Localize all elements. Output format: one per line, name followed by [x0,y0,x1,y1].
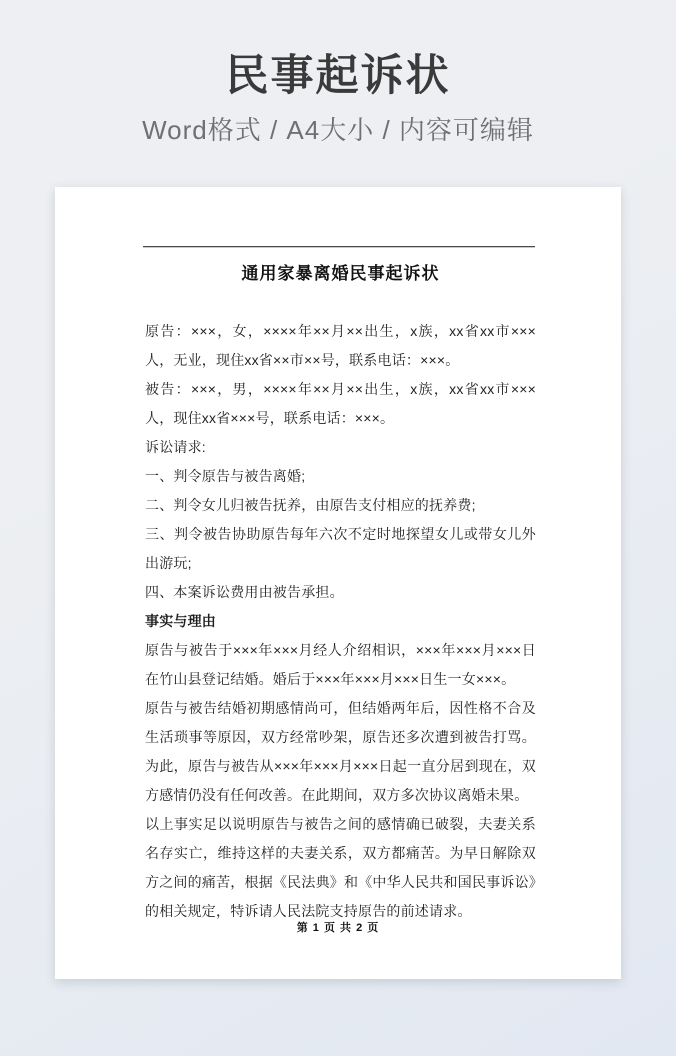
paragraph-defendant: 被告：×××，男，××××年××月××出生，x族，xx省xx市×××人，现住xx省×××号，联系电话：×××。 [145,381,536,426]
paragraph-facts-3: 以上事实足以说明原告与被告之间的感情确已破裂，夫妻关系名存实亡，维持这样的夫妻关系，双方都痛苦。为早日解除双方之间的痛苦，根据《民法典》和《中华人民共和国民事诉讼》的相关规定，特诉请人民法院支持原告的前述请求。 [145,816,536,919]
hero-subtitle: Word格式 / A4大小 / 内容可编辑 [142,115,534,146]
paragraph-facts-heading: 事实与理由 [145,613,216,629]
paragraph-claim-4: 四、本案诉讼费用由被告承担。 [145,584,344,600]
paragraph-facts-2: 原告与被告结婚初期感情尚可，但结婚两年后，因性格不合及生活琐事等原因，双方经常吵架，原告还多次遭到被告打骂。为此，原告与被告从×××年×××月×××日起一直分居到现在，双方感情仍没有任何改善。在此期间，双方多次协议离婚未果。 [145,700,536,803]
page-number: 第 1 页 共 2 页 [296,922,380,934]
paragraph-plaintiff: 原告：×××，女，××××年××月××出生，x族，xx省xx市×××人，无业，现住xx省××市××号，联系电话：×××。 [145,323,536,368]
document-divider [143,246,535,248]
document-body [145,317,536,926]
paragraph-claim-2: 二、判令女儿归被告抚养，由原告支付相应的抚养费; [145,497,476,513]
paragraph-facts-1: 原告与被告于×××年×××月经人介绍相识，×××年×××月×××日在竹山县登记结婚。婚后于×××年×××月×××日生一女×××。 [145,642,536,687]
paragraph-claim-3: 三、判令被告协助原告每年六次不定时地探望女儿或带女儿外出游玩; [145,526,536,571]
document-page [55,187,621,979]
document-title: 通用家暴离婚民事起诉状 [241,264,440,283]
hero-header [0,0,676,147]
paragraph-claim-1: 一、判令原告与被告离婚; [145,468,306,484]
paragraph-claims-label: 诉讼请求: [145,439,206,455]
hero-title: 民事起诉状 [225,52,451,100]
